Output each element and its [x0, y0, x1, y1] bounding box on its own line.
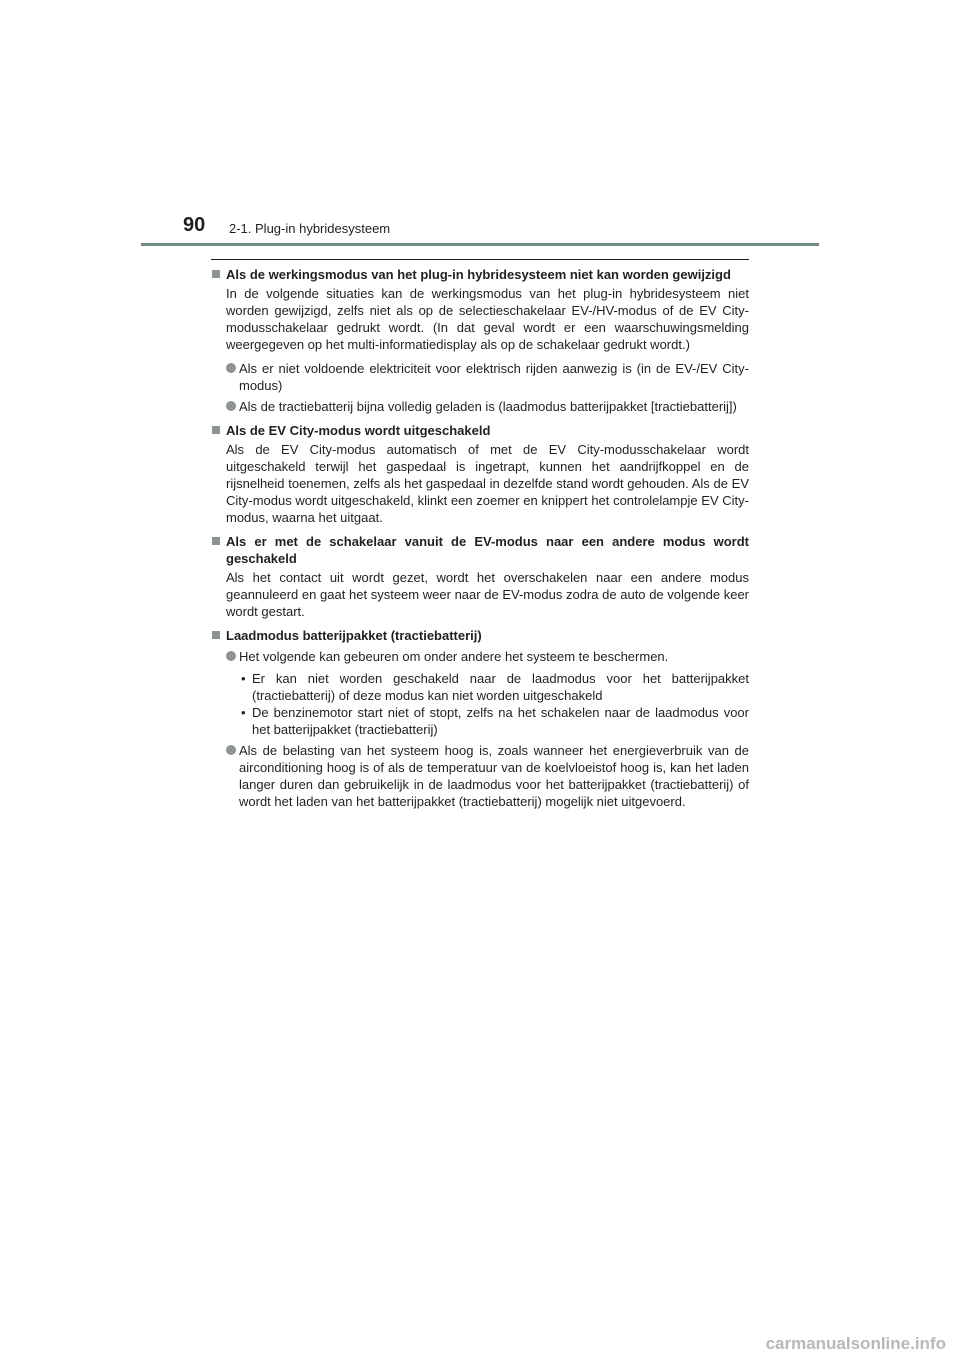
square-bullet-icon	[212, 537, 220, 545]
square-bullet-icon	[212, 270, 220, 278]
small-bullet-icon: •	[241, 671, 246, 686]
section-title: 2-1. Plug-in hybridesysteem	[229, 221, 391, 236]
section-heading: Als er met de schakelaar vanuit de EV-modus naar een andere modus wordt geschakeld	[211, 533, 749, 567]
sub-list-item: • Er kan niet worden geschakeld naar de laadmodus voor het batterijpakket (tractiebatterij) of deze modus kan niet worden uitgeschakeld	[241, 671, 749, 703]
watermark: carmanualsonline.info	[765, 1334, 946, 1353]
list-item: Het volgende kan gebeuren om onder andere het systeem te beschermen.	[226, 648, 749, 665]
sub-list-item: • De benzinemotor start niet of stopt, zelfs na het schakelen naar de laadmodus voor het batterijpakket (tractiebatterij)	[241, 705, 749, 737]
square-bullet-icon	[212, 426, 220, 434]
page-number: 90	[183, 214, 206, 236]
paragraph: Als het contact uit wordt gezet, wordt het overschakelen naar een andere modus geannuleerd en gaat het systeem weer naar de EV-modus zodra de auto de volgende keer wordt gestart.	[226, 570, 749, 619]
content-rule	[211, 259, 749, 260]
page-content	[211, 266, 749, 810]
small-bullet-icon: •	[241, 705, 246, 720]
section-heading: Als de werkingsmodus van het plug-in hybridesysteem niet kan worden gewijzigd	[211, 266, 749, 283]
circle-bullet-icon	[226, 401, 236, 411]
circle-bullet-icon	[226, 363, 236, 373]
list-item: Als er niet voldoende elektriciteit voor elektrisch rijden aanwezig is (in de EV-/EV City-modus)	[226, 360, 749, 394]
square-bullet-icon	[212, 631, 220, 639]
list-item: Als de belasting van het systeem hoog is, zoals wanneer het energieverbruik van de airconditioning hoog is of als de temperatuur van de koelvloeistof hoog is, kan het laden langer duren dan gebruikelijk in de laadmodus voor het batterijpakket (tractiebatterij) of wordt het laden van het batterijpakket (tractiebatterij) mogelijk niet uitgevoerd.	[226, 742, 749, 810]
circle-bullet-icon	[226, 651, 236, 661]
header-rule	[141, 243, 819, 246]
paragraph: Als de EV City-modus automatisch of met de EV City-modusschakelaar wordt uitgeschakeld terwijl het gaspedaal is ingetrapt, kunnen het aandrijfkoppel en de rijsnelheid toenemen, zelfs als het gaspedaal in dezelfde stand wordt gehouden. Als de EV City-modus wordt uitgeschakeld, klinkt een zoemer en knippert het controlelampje EV City-modus, waarna het uitgaat.	[226, 442, 749, 525]
paragraph: In de volgende situaties kan de werkingsmodus van het plug-in hybridesysteem niet worden gewijzigd, zelfs niet als op de selectieschakelaar EV-/HV-modus of de EV City-modusschakelaar gedrukt wordt. (In dat geval wordt er een waarschuwingsmelding weergegeven op het multi-informatiedisplay als op de schakelaar gedrukt wordt.)	[226, 286, 749, 352]
circle-bullet-icon	[226, 745, 236, 755]
list-item: Als de tractiebatterij bijna volledig geladen is (laadmodus batterijpakket [tractiebatterij])	[226, 398, 749, 415]
section-heading: Laadmodus batterijpakket (tractiebatterij)	[211, 627, 749, 644]
section-heading: Als de EV City-modus wordt uitgeschakeld	[211, 422, 749, 439]
sub-list	[239, 670, 749, 738]
